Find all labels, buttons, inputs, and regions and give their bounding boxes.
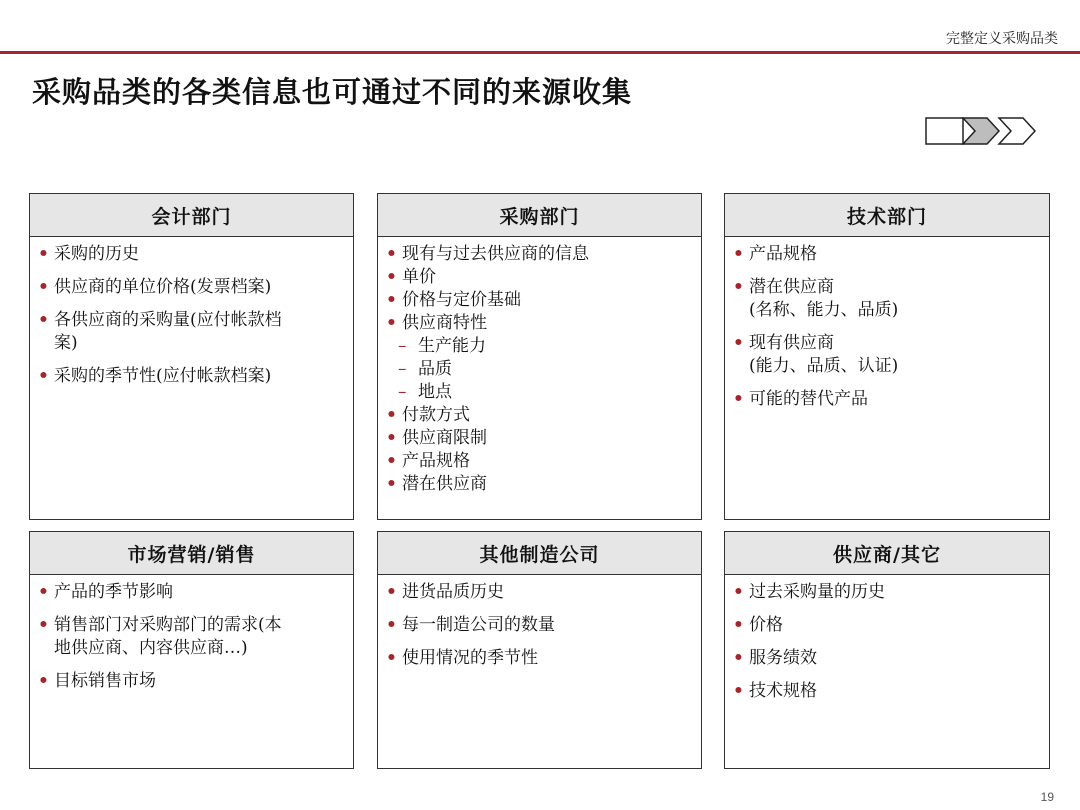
page-number: 19 <box>1040 790 1054 804</box>
list-item <box>38 581 343 604</box>
list-item <box>38 309 343 332</box>
bullet-icon: • <box>38 244 49 264</box>
list-item-text: 采购的季节性(应付帐款档案) <box>54 366 272 386</box>
bullet-icon: • <box>733 582 744 602</box>
list-item <box>38 276 343 299</box>
list-item-text: 地点 <box>418 382 452 402</box>
bullet-icon: • <box>38 366 49 386</box>
list-item <box>733 614 1039 637</box>
list-item <box>733 276 1039 299</box>
bullet-icon: • <box>386 474 397 494</box>
list-item <box>386 358 691 381</box>
list-item-text: (名称、能力、品质) <box>749 300 899 320</box>
bullet-icon: • <box>733 615 744 635</box>
list-item-text: 服务绩效 <box>749 648 817 668</box>
bullet-icon: • <box>386 267 397 287</box>
bullet-icon: • <box>733 244 744 264</box>
list-item-text: 地供应商、内容供应商…) <box>54 638 248 658</box>
list-item-text: 付款方式 <box>402 405 470 425</box>
list-item <box>386 243 691 266</box>
list-item <box>386 473 691 496</box>
panel-header: 其他制造公司 <box>378 532 701 575</box>
list-item <box>38 243 343 266</box>
bullet-icon: • <box>386 405 397 425</box>
chevron-step-3 <box>999 118 1035 144</box>
panel-suppliers-other <box>724 531 1050 769</box>
dash-icon: – <box>398 336 407 356</box>
bullet-icon: • <box>386 313 397 333</box>
list-item <box>38 332 343 355</box>
list-item <box>386 312 691 335</box>
dash-icon: – <box>398 382 407 402</box>
list-item-text: 现有供应商 <box>749 333 834 353</box>
list-item-text: 品质 <box>418 359 452 379</box>
panel-header: 技术部门 <box>725 194 1049 237</box>
list-item <box>733 581 1039 604</box>
list-item <box>386 289 691 312</box>
list-item-text: 单价 <box>402 267 436 287</box>
list-item-text: 潜在供应商 <box>749 277 834 297</box>
list-item <box>386 450 691 473</box>
bullet-icon: • <box>386 428 397 448</box>
list-item <box>386 427 691 450</box>
bullet-icon: • <box>733 389 744 409</box>
list-item <box>733 332 1039 355</box>
list-item-text: 产品的季节影响 <box>54 582 173 602</box>
bullet-icon: • <box>386 451 397 471</box>
panel-purchasing <box>377 193 702 520</box>
bullet-icon: • <box>386 244 397 264</box>
list-item <box>386 381 691 404</box>
bullet-icon: • <box>386 615 397 635</box>
list-item-text: 供应商特性 <box>402 313 487 333</box>
bullet-icon: • <box>386 582 397 602</box>
panel-marketing-sales <box>29 531 354 769</box>
bullet-icon: • <box>38 310 49 330</box>
panel-header: 市场营销/销售 <box>30 532 353 575</box>
list-item-text: (能力、品质、认证) <box>749 356 899 376</box>
list-item-text: 供应商的单位价格(发票档案) <box>54 277 272 297</box>
list-item-text: 生产能力 <box>418 336 486 356</box>
list-item-text: 采购的历史 <box>54 244 139 264</box>
list-item-text: 可能的替代产品 <box>749 389 868 409</box>
list-item <box>386 614 691 637</box>
panel-technical <box>724 193 1050 520</box>
list-item-text: 供应商限制 <box>402 428 487 448</box>
panel-other-manufacturing <box>377 531 702 769</box>
list-item-text: 案) <box>54 333 78 353</box>
list-item-text: 产品规格 <box>749 244 817 264</box>
bullet-icon: • <box>733 648 744 668</box>
list-item <box>733 388 1039 411</box>
list-item-text: 每一制造公司的数量 <box>402 615 555 635</box>
list-item-text: 各供应商的采购量(应付帐款档 <box>54 310 282 330</box>
bullet-icon: • <box>733 681 744 701</box>
item-list <box>725 575 1049 703</box>
list-item-text: 现有与过去供应商的信息 <box>402 244 589 264</box>
list-item <box>733 243 1039 266</box>
list-item <box>733 680 1039 703</box>
list-item <box>38 365 343 388</box>
chevron-step-1 <box>926 118 963 144</box>
list-item <box>386 581 691 604</box>
panel-header: 会计部门 <box>30 194 353 237</box>
item-list <box>378 237 701 496</box>
page-title: 采购品类的各类信息也可通过不同的来源收集 <box>32 75 633 109</box>
item-list <box>378 575 701 670</box>
list-item-text: 销售部门对采购部门的需求(本 <box>54 615 282 635</box>
item-list <box>30 575 353 693</box>
item-list <box>30 237 353 388</box>
list-item-text: 潜在供应商 <box>402 474 487 494</box>
list-item <box>386 335 691 358</box>
bullet-icon: • <box>38 582 49 602</box>
list-item <box>38 637 343 660</box>
list-item-text: 进货品质历史 <box>402 582 504 602</box>
list-item <box>386 404 691 427</box>
bullet-icon: • <box>38 615 49 635</box>
list-item <box>733 355 1039 378</box>
list-item <box>733 299 1039 322</box>
progress-chevrons <box>925 117 1037 145</box>
panel-header: 采购部门 <box>378 194 701 237</box>
bullet-icon: • <box>386 648 397 668</box>
list-item-text: 价格与定价基础 <box>402 290 521 310</box>
section-tag: 完整定义采购品类 <box>946 31 1058 47</box>
list-item <box>38 614 343 637</box>
bullet-icon: • <box>38 671 49 691</box>
list-item-text: 产品规格 <box>402 451 470 471</box>
item-list <box>725 237 1049 411</box>
list-item-text: 过去采购量的历史 <box>749 582 885 602</box>
chevron-step-2 <box>963 118 999 144</box>
bullet-icon: • <box>733 333 744 353</box>
list-item-text: 技术规格 <box>749 681 817 701</box>
list-item <box>733 647 1039 670</box>
list-item-text: 价格 <box>749 615 783 635</box>
top-rule <box>0 51 1080 54</box>
bullet-icon: • <box>386 290 397 310</box>
list-item-text: 使用情况的季节性 <box>402 648 538 668</box>
panel-accounting <box>29 193 354 520</box>
list-item <box>38 670 343 693</box>
bullet-icon: • <box>733 277 744 297</box>
dash-icon: – <box>398 359 407 379</box>
list-item-text: 目标销售市场 <box>54 671 156 691</box>
list-item <box>386 647 691 670</box>
bullet-icon: • <box>38 277 49 297</box>
list-item <box>386 266 691 289</box>
panel-header: 供应商/其它 <box>725 532 1049 575</box>
